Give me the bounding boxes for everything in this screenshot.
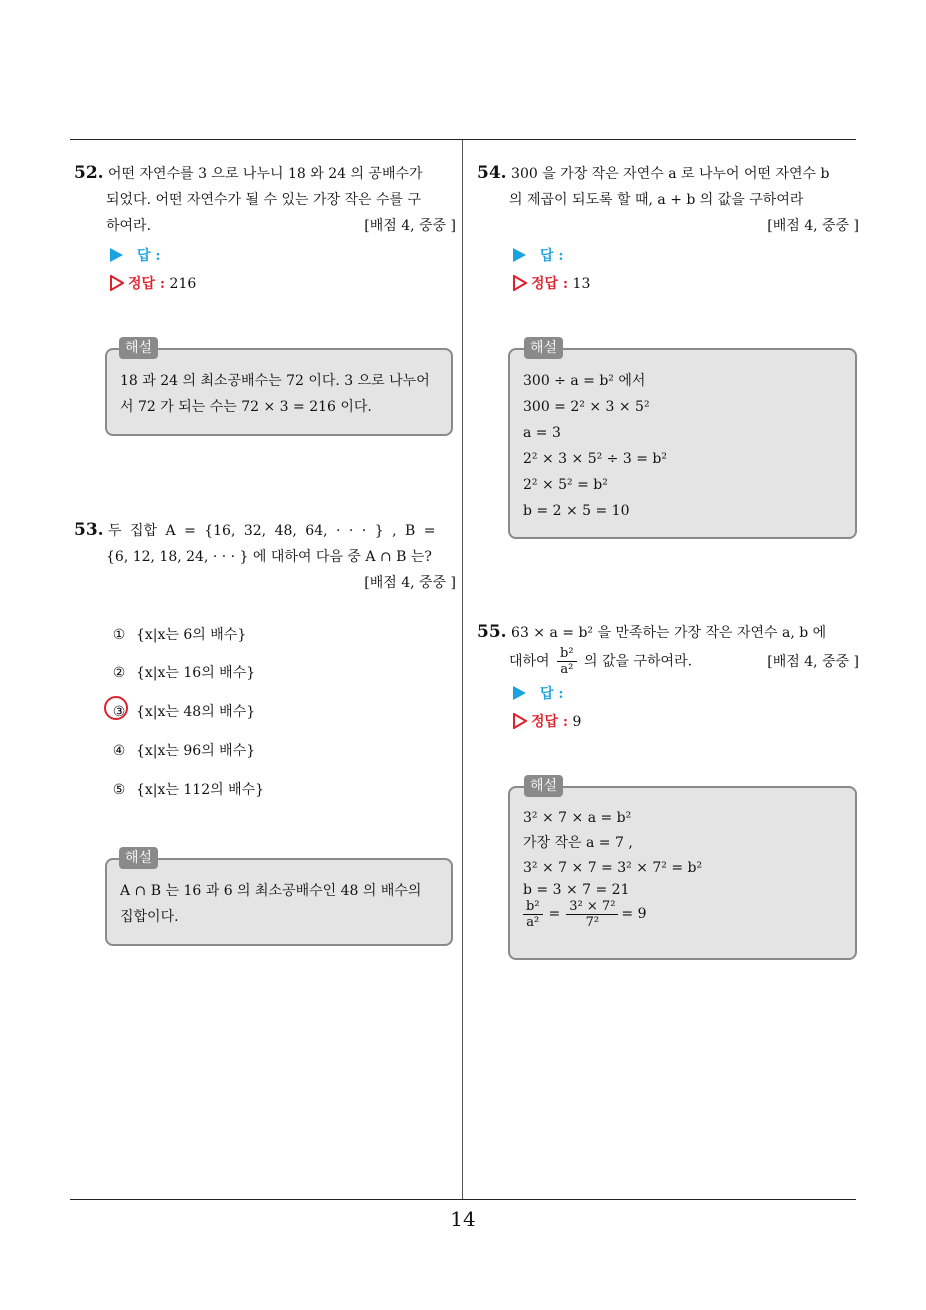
option-mark: ① [112, 627, 126, 643]
explanation-line: 가장 작은 a = 7 , [523, 835, 633, 851]
explanation-line: a = 3 [523, 425, 561, 441]
question-text: 어떤 자연수를 3 으로 나누니 18 와 24 의 공배수가 [108, 166, 423, 182]
equals-sign: = [548, 906, 561, 922]
explanation-box-54 [508, 348, 857, 539]
option-4[interactable] [110, 740, 255, 760]
explanation-text: 서 72 가 되는 수는 72 × 3 = 216 이다. [120, 399, 372, 415]
fraction-numerator: b² [557, 646, 577, 662]
selected-answer-circle [104, 696, 128, 720]
score-meta: [배점 4, 중중 ] [767, 653, 859, 670]
outline-arrow-icon [110, 273, 124, 301]
fraction-denominator: a² [560, 662, 574, 677]
explanation-box-55 [508, 786, 857, 960]
question-text: 의 제곱이 되도록 할 때, a + b 의 값을 구하여라 [509, 192, 804, 208]
explanation-box-52 [105, 348, 453, 436]
question-text: 63 × a = b² 을 만족하는 가장 작은 자연수 a, b 에 [511, 625, 827, 641]
correct-value: 9 [572, 714, 582, 730]
play-arrow-icon [110, 248, 123, 262]
page-number: 14 [450, 1207, 476, 1231]
answer-block-55 [513, 680, 581, 739]
explanation-line: 300 = 2² × 3 × 5² [523, 399, 650, 415]
correct-value: 13 [572, 276, 591, 292]
answer-label: 답 : [137, 248, 161, 264]
fraction-denominator: 7² [585, 915, 600, 930]
question-number: 52. [74, 163, 104, 183]
play-arrow-icon [513, 248, 526, 262]
correct-value: 216 [169, 276, 197, 292]
option-mark: ③ [112, 704, 126, 720]
option-1[interactable] [110, 624, 246, 644]
answer-block-54 [513, 242, 590, 301]
score-meta: [배점 4, 중중 ] [767, 218, 859, 234]
fraction [523, 899, 543, 930]
explanation-fraction-line [523, 899, 855, 930]
explanation-tag: 해설 [524, 775, 563, 797]
option-mark: ④ [112, 743, 126, 759]
top-rule [70, 139, 856, 140]
explanation-line: b = 3 × 7 = 21 [523, 882, 630, 898]
question-text: 두 집합 A = {16, 32, 48, 64, · · · } , B = [108, 523, 436, 539]
question-text: 하여라. [106, 218, 152, 234]
fraction [557, 646, 577, 677]
question-52 [74, 160, 456, 239]
explanation-line: 2² × 5² = b² [523, 477, 608, 493]
option-text: {x|x는 16의 배수} [136, 665, 256, 681]
answer-label: 답 : [540, 248, 564, 264]
play-arrow-icon [513, 686, 526, 700]
explanation-line: 3² × 7 × a = b² [523, 810, 632, 826]
answer-label: 답 : [540, 686, 564, 702]
question-54 [477, 160, 859, 239]
option-mark: ⑤ [112, 782, 126, 798]
option-text: {x|x는 6의 배수} [136, 627, 247, 643]
question-number: 54. [477, 163, 507, 183]
explanation-line: 3² × 7 × 7 = 3² × 7² = b² [523, 860, 703, 876]
option-text: {x|x는 96의 배수} [136, 743, 256, 759]
score-meta: [배점 4, 중중 ] [364, 218, 456, 234]
fraction [566, 899, 618, 930]
answer-block-52 [110, 242, 196, 301]
question-text: 300 을 가장 작은 자연수 a 로 나누어 어떤 자연수 b [511, 166, 830, 182]
outline-arrow-icon [513, 273, 527, 301]
correct-label: 정답 : [531, 276, 569, 292]
question-text: {6, 12, 18, 24, · · · } 에 대하여 다음 중 A ∩ B 는? [106, 549, 432, 565]
explanation-tag: 해설 [524, 337, 563, 359]
outline-arrow-icon [513, 711, 527, 739]
correct-label: 정답 : [128, 276, 166, 292]
option-text: {x|x는 112의 배수} [136, 782, 265, 798]
question-number: 53. [74, 520, 104, 540]
bottom-rule [70, 1199, 856, 1200]
question-53 [74, 517, 456, 596]
explanation-text: A ∩ B 는 16 과 6 의 최소공배수인 48 의 배수의 [120, 883, 422, 899]
option-2[interactable] [110, 662, 255, 682]
explanation-text: 집합이다. [120, 909, 179, 925]
option-text: {x|x는 48의 배수} [136, 704, 256, 720]
question-text: 의 값을 구하여라. [584, 653, 693, 670]
explanation-box-53 [105, 858, 453, 946]
question-text: 대하여 [509, 653, 550, 670]
option-mark: ② [112, 665, 126, 681]
column-divider [462, 140, 463, 1199]
explanation-tag: 해설 [119, 847, 158, 869]
question-number: 55. [477, 622, 507, 642]
option-5[interactable] [110, 779, 264, 799]
explanation-line: 300 ÷ a = b² 에서 [523, 373, 646, 389]
option-3[interactable] [110, 701, 255, 721]
fraction-denominator: a² [526, 915, 540, 930]
fraction-result: = 9 [621, 906, 647, 922]
explanation-tag: 해설 [119, 337, 158, 359]
explanation-text: 18 과 24 의 최소공배수는 72 이다. 3 으로 나누어 [120, 373, 430, 389]
fraction-numerator: b² [523, 899, 543, 915]
correct-label: 정답 : [531, 714, 569, 730]
explanation-line: b = 2 × 5 = 10 [523, 503, 630, 519]
explanation-line: 2² × 3 × 5² ÷ 3 = b² [523, 451, 667, 467]
score-meta: [배점 4, 중중 ] [364, 575, 456, 591]
question-55 [477, 619, 859, 677]
question-text: 되었다. 어떤 자연수가 될 수 있는 가장 작은 수를 구 [106, 192, 421, 208]
fraction-numerator: 3² × 7² [566, 899, 618, 915]
